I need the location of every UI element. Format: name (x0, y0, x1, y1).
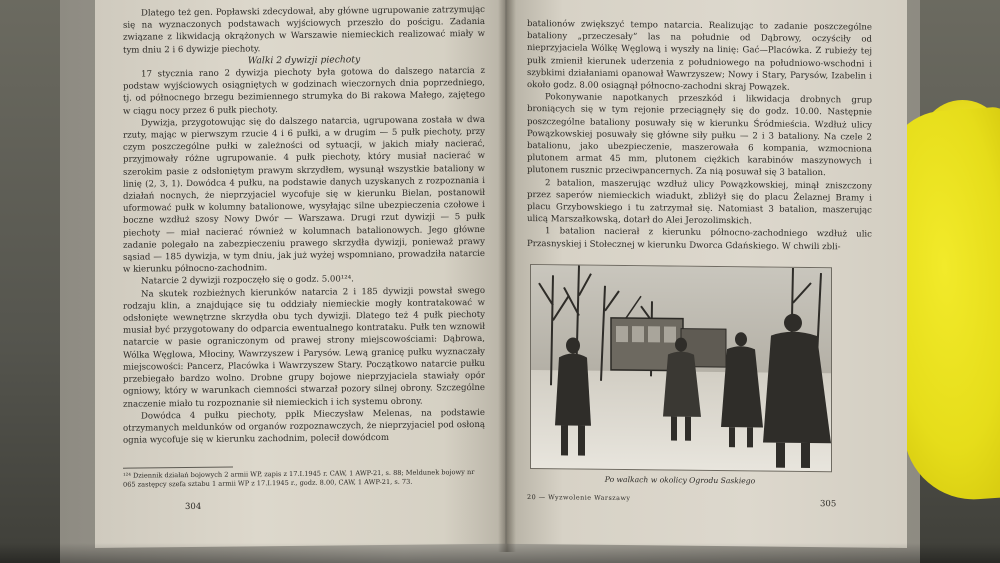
left-page-text (123, 4, 485, 447)
paragraph: Dywizja, przygotowując się do dalszego natarcia, ugrupowana została w dwa rzuty, mając w pierwszym rzucie 4 i 6 pułki, a w drugim — 5 pułk piechoty, przy czym poszczególne pułki w zależności od sytuacji, w jakich miały nacierać, przyjmowały różne ugrupowanie. 4 pułk piechoty, który musiał nacierać w szerokim pasie z odsłoniętym prawym skrzydłem, wysunął wszystkie bataliony w linię (2, 3, 1). Dowódca 4 pułku, na podstawie danych uzyskanych z rozpoznania i działań nocnych, że nieprzyjaciel wycofuje się w kierunku Bielan, postanowił uformować pułk w kolumny batalionowe, wysyłając silne ubezpieczenia czołowe i boczne wzdłuż szosy Nowy Dwór — Warszawa. Drugi rzut dywizji — 5 pułk piechoty — miał nacierać również w kolumnach batalionowych. Jego główne zadanie polegało na zabezpieczeniu prawego skrzydła dywizji, ponieważ prawy sąsiad — 185 dywizja, w tym dniu, jak już wyżej wspomniano, prowadziła natarcie w kierunku północno-zachodnim. (123, 114, 485, 275)
paragraph: Na skutek rozbieżnych kierunków natarcia 2 i 185 dywizji powstał swego rodzaju klin, a znajdujące się tu oddziały niemieckie mogły kontratakować w odsłonięte wewnętrzne skrzydła obu tych dywizji. Dlatego też 4 pułk piechoty musiał być przygotowany do odparcia ewentualnego kontrataku. Pułk ten wznowił natarcie w pasie ograniczonym od prawej strony miejscowościami: Dąbrowa, Wólka Węglowa, Młociny, Wawrzyszew i Parysów. Lewą granicę pułku wyznaczały miejscowości: Pancerz, Placówka i Wawrzyszew Stary. Początkowo natarcie pułku przebiegało bardzo wolno. Drobne grupy bojowe nieprzyjaciela stawiały opór ogniowy, który w warunkach ciemności stwarzał pozory silnej obrony. Szczególne znaczenie miało tu rozpoznanie sił niemieckich i ich systemu obrony. (123, 285, 485, 410)
bottom-shadow (0, 543, 1000, 563)
right-page-text (527, 18, 872, 253)
paragraph: 17 stycznia rano 2 dywizja piechoty była gotowa do dalszego natarcia z podstaw wyjściowych osiągniętych w godzinach wieczornych dnia poprzedniego, tj. od północnego brzegu bezimiennego strumyka do Bi rakowa Małego, zajętego w ciągu nocy przez 6 pułk piechoty. (123, 65, 485, 117)
paragraph: batalionów zwiększyć tempo natarcia. Realizując to zadanie poszczególne bataliony „przeczesały” las na południe od Dąbrowy, oczyściły od nieprzyjaciela Wólkę Węglową i wyszły na linię: Gać—Placówka. Z rubieży tej pułk zmienił kierunek uderzenia z południowego na południowo-wschodni i szybkimi działaniami opanował Wawrzyszew; Nowy i Stary, Parysów, Izabelin i około godz. 8.00 osiągnął północno-zachodni skraj Powązek. (527, 19, 872, 93)
left-page-number: 304 (185, 501, 202, 513)
footnote-divider (123, 467, 233, 469)
historical-photograph (530, 264, 832, 472)
right-page-number: 305 (820, 499, 837, 510)
paragraph: 1 batalion nacierał z kierunku północno-zachodniego wzdłuż ulic Przasnyskiej i Stołecznej w kierunku Dworca Gdańskiego. W chwili zbli- (527, 226, 872, 252)
section-heading: Walki 2 dywizji piechoty (247, 54, 361, 67)
right-page (507, 0, 907, 548)
running-footer: 20 — Wyzwolenie Warszawy (527, 493, 631, 503)
photo-caption: Po walkach w okolicy Ogrodu Saskiego (604, 474, 756, 486)
left-page (95, 0, 505, 548)
paragraph: Pokonywanie napotkanych przeszkód i likwidacja drobnych grup broniących się w tym rejonie przeciągnęły się do godz. 10.00. Następnie poszczególne bataliony posuwały się w kierunku Śródmieścia. Wzdłuż ulicy Powązkowskiej posuwały się główne siły pułku — 2 i 3 bataliony. Na czele 2 batalionu, jako ubezpieczenie, maszerowała 6 kompania, wzmocniona plutonem armat 45 mm, plutonem ciężkich karabinów maszynowych i plutonem rusznic przeciwpancernych. Za nią posuwał się 3 batalion. (527, 92, 872, 179)
footnote: ¹²⁴ Dziennik działań bojowych 2 armii WP, zapis z 17.I.1945 r. CAW, 1 AWP-21, s. 88; Meldunek bojowy nr 065 zastępcy szefa sztabu 1 armii WP z 17.I.1945 r., godz. 8.00, CAW, 1 AWP-21, s. 73. (123, 468, 475, 489)
book-gutter-shadow (498, 0, 516, 552)
photo-illustration (531, 265, 831, 471)
paragraph: Natarcie 2 dywizji rozpoczęło się o godz. 5.00¹²⁴. (141, 274, 354, 287)
paragraph: Dowódca 4 pułku piechoty, ppłk Mieczysław Melenas, na podstawie otrzymanych meldunków od organów rozpoznawczych, że nieprzyjaciel pod osłoną ognia wycofuje się w kierunku zachodnim, polecił dowódcom (123, 407, 485, 446)
intro-paragraph: Dlatego też gen. Popławski zdecydował, aby główne ugrupowanie zatrzymując się na wyznaczonych podstawach wyjściowych przeszło do pościgu. Zadania związane z likwidacją okrążonych w Warszawie niemieckich realizować miały w tym dniu 2 i 6 dywizje piechoty. (123, 4, 485, 56)
paragraph: 2 batalion, maszerując wzdłuż ulicy Powązkowskiej, minął zniszczony przez saperów niemieckich wiadukt, zbliżył się do placu Żelaznej Bramy i placu Grzybowskiego i tu zatrzymał się. Natomiast 3 batalion, maszerując ulicą Marszałkowską, dotarł do Alei Jerozolimskich. (527, 177, 872, 227)
footnotes (123, 468, 485, 490)
